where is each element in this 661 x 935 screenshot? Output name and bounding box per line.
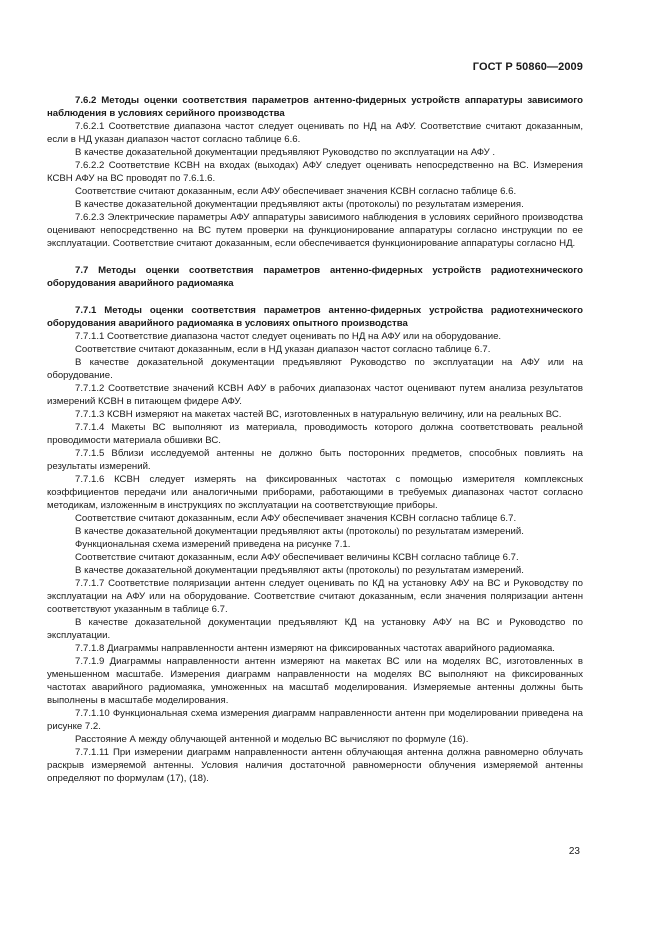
paragraph: Соответствие считают доказанным, если АФУ обеспечивает величины КСВН согласно таблице 6.7. [75,552,519,563]
paragraph: 7.7.1.7 Соответствие поляризации антенн следует оценивать по КД на установку АФУ на ВС и Руководству по эксплуатации на АФУ или на оборудование. Соответствие считают доказанным, если значения поляризации антенн соответствуют указанным в таблице 6.7. [47,578,583,615]
paragraph: В качестве доказательной документации предъявляют акты (протоколы) по результатам измерений. [75,565,524,576]
paragraph: В качестве доказательной документации предъявляют КД на установку АФУ на ВС и Руководство по эксплуатации. [47,617,583,641]
paragraph: 7.6.2.1 Соответствие диапазона частот следует оценивать по НД на АФУ. Соответствие считают доказанным, если в НД указан диапазон частот согласно таблице 6.6. [47,121,583,145]
section-heading: 7.6.2 Методы оценки соответствия параметров антенно-фидерных устройств аппаратуры зависимого наблюдения в условиях серийного производства [47,95,583,119]
paragraph: В качестве доказательной документации предъявляют Руководство по эксплуатации на АФУ или на оборудование. [47,357,583,381]
paragraph: 7.7.1.2 Соответствие значений КСВН АФУ в рабочих диапазонах частот оценивают путем анализа результатов измерений КСВН в питающем фидере АФУ. [47,383,583,407]
paragraph: 7.7.1.5 Вблизи исследуемой антенны не должно быть посторонних предметов, способных повлиять на результаты измерений. [47,448,583,472]
paragraph: Функциональная схема измерений приведена на рисунке 7.1. [75,539,351,550]
section-heading: 7.7.1 Методы оценки соответствия параметров антенно-фидерных устройства радиотехнического оборудования аварийного радиомаяка в условиях опытного производства [47,305,583,329]
paragraph: 7.7.1.4 Макеты ВС выполняют из материала, проводимость которого должна соответствовать реальной проводимости материала обшивки ВС. [47,422,583,446]
paragraph: 7.7.1.8 Диаграммы направленности антенн измеряют на фиксированных частотах аварийного радиомаяка. [75,643,555,654]
paragraph: 7.7.1.6 КСВН следует измерять на фиксированных частотах с помощью измерителя комплексных коэффициентов передачи или аналогичными приборами, работающими в требуемых диапазонах частот согласно методикам, изложенным в инструкциях по эксплуатации на соответствующие приборы. [47,474,583,511]
paragraph: В качестве доказательной документации предъявляют Руководство по эксплуатации на АФУ . [75,147,496,158]
paragraph: 7.7.1.11 При измерении диаграмм направленности антенн облучающая антенна должна равномерно облучать раскрыв измеряемой антенны. Условия наличия достаточной равномерности облучения измеряемой антенны определяют по формулам (17), (18). [47,747,583,784]
paragraph: 7.6.2.2 Соответствие КСВН на входах (выходах) АФУ следует оценивать непосредственно на ВС. Измерения КСВН АФУ на ВС проводят по 7.6.1.6. [47,160,583,184]
paragraph: 7.7.1.1 Соответствие диапазона частот следует оценивать по НД на АФУ или на оборудование. [75,331,502,342]
paragraph: 7.7.1.9 Диаграммы направленности антенн измеряют на макетах ВС или на моделях ВС, изготовленных в уменьшенном масштабе. Измерения диаграмм направленности на моделях ВС выполняют на фиксированных частотах аварийного радиомаяка, умноженных на масштаб моделирования. Измеряемые антенны должны быть выполнены в масштабе моделирования. [47,656,583,706]
paragraph: Расстояние А между облучающей антенной и моделью ВС вычисляют по формуле (16). [75,734,469,745]
page-number: 23 [568,846,580,857]
paragraph: В качестве доказательной документации предъявляют акты (протоколы) по результатам измерений. [75,526,524,537]
paragraph: Соответствие считают доказанным, если АФУ обеспечивает значения КСВН согласно таблице 6.6. [75,186,517,197]
document-body [47,94,583,785]
standard-header: ГОСТ Р 50860—2009 [472,61,583,73]
paragraph: Соответствие считают доказанным, если в НД указан диапазон частот согласно таблице 6.7. [75,344,491,355]
paragraph: 7.7.1.3 КСВН измеряют на макетах частей ВС, изготовленных в натуральную величину, или на реальных ВС. [75,409,562,420]
paragraph: 7.6.2.3 Электрические параметры АФУ аппаратуры зависимого наблюдения в условиях серийного производства оценивают непосредственно на ВС путем проверки на функционирование аппаратуры согласно инструкции по ее эксплуатации. Соответствие считают доказанным, если обеспечивается функционирование аппаратуры согласно НД. [47,212,583,249]
section-heading: 7.7 Методы оценки соответствия параметров антенно-фидерных устройств радиотехнического оборудования аварийного радиомаяка [47,265,583,289]
paragraph: 7.7.1.10 Функциональная схема измерения диаграмм направленности антенн при моделировании приведена на рисунке 7.2. [47,708,583,732]
paragraph: В качестве доказательной документации предъявляют акты (протоколы) по результатам измерения. [75,199,524,210]
paragraph: Соответствие считают доказанным, если АФУ обеспечивает значения КСВН согласно таблице 6.7. [75,513,517,524]
